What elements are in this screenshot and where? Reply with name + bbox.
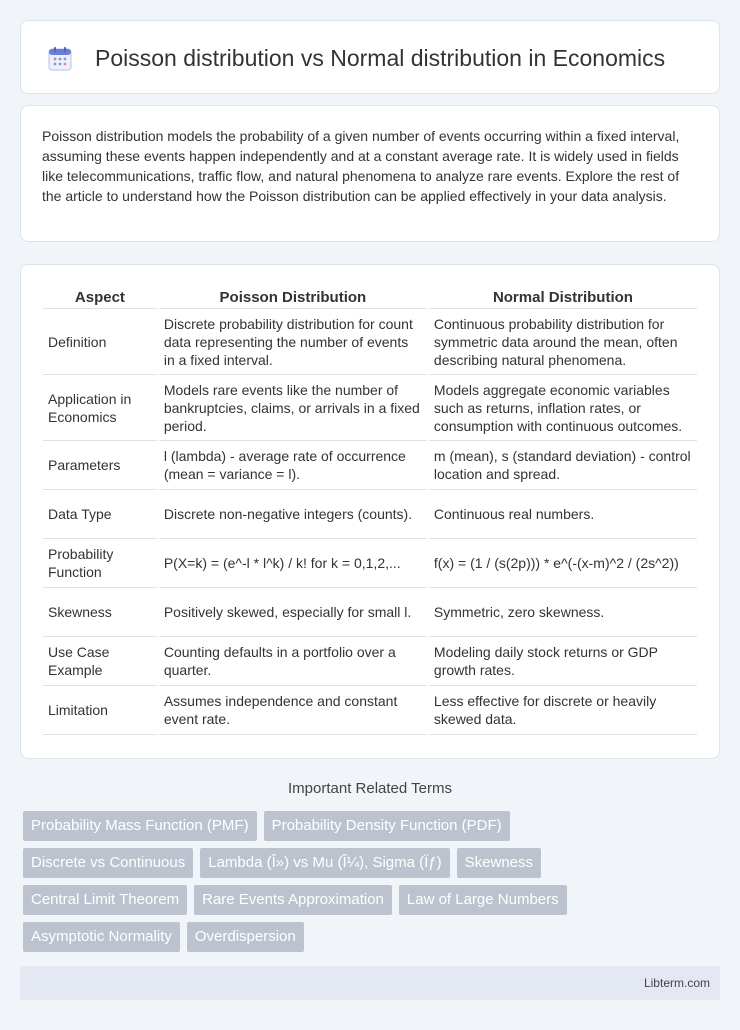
cell-poisson: Discrete probability distribution for count data representing the number of events in a fixed interval. <box>159 309 427 375</box>
header-aspect: Aspect <box>43 283 157 309</box>
table-row <box>43 588 697 637</box>
cell-poisson: l (lambda) - average rate of occurrence (mean = variance = l). <box>159 441 427 490</box>
tag-skewness[interactable]: Skewness <box>457 848 541 878</box>
page-title: Poisson distribution vs Normal distribution in Economics <box>95 45 666 71</box>
cell-normal: Symmetric, zero skewness. <box>429 588 697 637</box>
cell-normal: Continuous real numbers. <box>429 490 697 539</box>
comparison-table <box>41 283 699 735</box>
table-row <box>43 375 697 441</box>
cell-normal: f(x) = (1 / (s(2p))) * e^(-(x-m)^2 / (2s^2)) <box>429 539 697 588</box>
table-row <box>43 686 697 735</box>
cell-normal: Continuous probability distribution for symmetric data around the mean, often describing natural phenomena. <box>429 309 697 375</box>
tag-asymptotic-normality[interactable]: Asymptotic Normality <box>23 922 180 952</box>
cell-aspect: Data Type <box>43 490 157 539</box>
tag-rare-events-approximation[interactable]: Rare Events Approximation <box>194 885 392 915</box>
cell-aspect: Limitation <box>43 686 157 735</box>
intro-paragraph: Poisson distribution models the probability of a given number of events occurring within a fixed interval, assuming these events happen independently and at a constant average rate. It is widely used in fields like telecommunications, traffic flow, and natural phenomena to analyze rare events. Explore the rest of the article to understand how the Poisson distribution can be applied effectively in your data analysis. <box>42 128 680 204</box>
tag-pmf[interactable]: Probability Mass Function (PMF) <box>23 811 257 841</box>
cell-aspect: Skewness <box>43 588 157 637</box>
table-row <box>43 441 697 490</box>
tag-discrete-vs-continuous[interactable]: Discrete vs Continuous <box>23 848 193 878</box>
cell-aspect: Use Case Example <box>43 637 157 686</box>
cell-aspect: Application in Economics <box>43 375 157 441</box>
header-normal: Normal Distribution <box>429 283 697 309</box>
cell-poisson: Models rare events like the number of bankruptcies, claims, or arrivals in a fixed period. <box>159 375 427 441</box>
cell-aspect: Probability Function <box>43 539 157 588</box>
footer-site-link[interactable]: Libterm.com <box>643 976 710 990</box>
cell-poisson: Assumes independence and constant event rate. <box>159 686 427 735</box>
cell-normal: Less effective for discrete or heavily skewed data. <box>429 686 697 735</box>
tag-pdf[interactable]: Probability Density Function (PDF) <box>264 811 510 841</box>
cell-normal: m (mean), s (standard deviation) - control location and spread. <box>429 441 697 490</box>
cell-aspect: Definition <box>43 309 157 375</box>
title-card <box>20 20 720 94</box>
table-row <box>43 490 697 539</box>
cell-poisson: Discrete non-negative integers (counts). <box>159 490 427 539</box>
header-poisson: Poisson Distribution <box>159 283 427 309</box>
tag-row <box>23 848 713 878</box>
footer <box>20 966 720 1000</box>
intro-card <box>20 105 720 242</box>
related-terms <box>23 811 713 959</box>
cell-poisson: Positively skewed, especially for small l. <box>159 588 427 637</box>
tag-law-of-large-numbers[interactable]: Law of Large Numbers <box>399 885 567 915</box>
table-header-row <box>43 283 697 309</box>
cell-aspect: Parameters <box>43 441 157 490</box>
table-row <box>43 309 697 375</box>
related-terms-title: Important Related Terms <box>288 780 452 797</box>
tag-overdispersion[interactable]: Overdispersion <box>187 922 304 952</box>
cell-normal: Modeling daily stock returns or GDP growth rates. <box>429 637 697 686</box>
tag-central-limit-theorem[interactable]: Central Limit Theorem <box>23 885 187 915</box>
cell-normal: Models aggregate economic variables such as returns, inflation rates, or consumption with continuous outcomes. <box>429 375 697 441</box>
tag-row <box>23 885 713 915</box>
tag-row <box>23 922 713 952</box>
table-row <box>43 539 697 588</box>
comparison-table-card <box>20 264 720 759</box>
cell-poisson: Counting defaults in a portfolio over a quarter. <box>159 637 427 686</box>
tag-lambda-mu-sigma[interactable]: Lambda (Î») vs Mu (Î¼), Sigma (Ïƒ) <box>200 848 449 878</box>
table-row <box>43 637 697 686</box>
tag-row <box>23 811 713 841</box>
cell-poisson: P(X=k) = (e^-l * l^k) / k! for k = 0,1,2,... <box>159 539 427 588</box>
calendar-icon <box>47 46 73 72</box>
